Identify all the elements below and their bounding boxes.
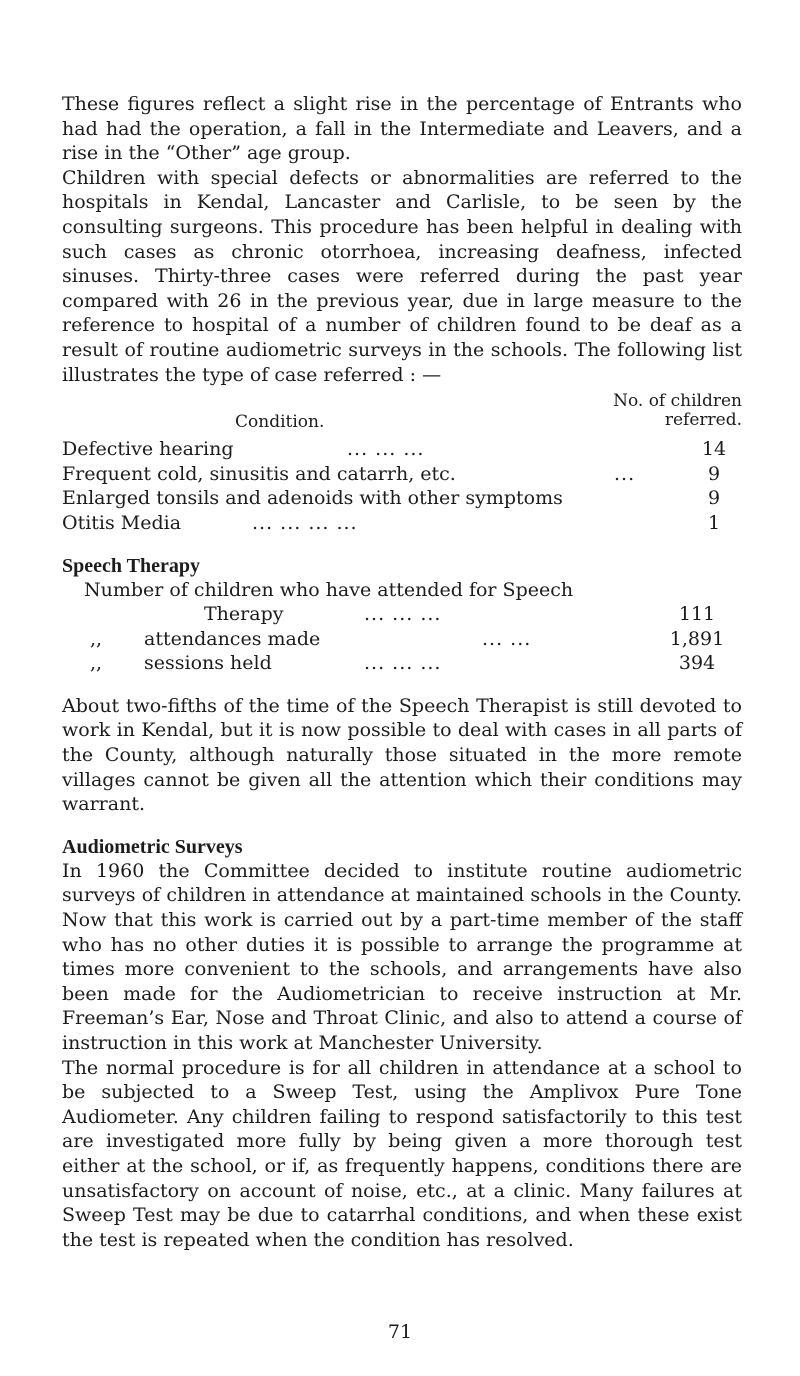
intro-paragraph-2: Children with special defects or abnormalities are referred to the hospitals in Kendal, Lancaster and Carlisle, to be seen by the consulting surgeons. This procedure has been helpful in dealing with such cases as chronic otorrhoea, increasing deafness, infected sinuses. Thirty-three cases were referred during the past year compared with 26 in the previous year, due in large measure to the reference to hospital of a number of children found to be deaf as a result of routine audiometric surveys in the schools. The following list illustrates the type of case referred : — [62,166,742,386]
condition-count: 1 [707,511,721,534]
condition-count: 9 [707,487,721,510]
audiometric-paragraph-2: The normal procedure is for all children in attendance at a school to be subjected to a Sweep Test, using the Amplivox Pure Tone Audiometer. Any children failing to respond satisfactorily to this test are investigated more fully by being given a more thorough test either at the school, or if, as frequently happens, conditions there are unsatisfactory on account of noise, etc., at a clinic. Many failures at Sweep Test may be due to catarrhal conditions, and when these exist the test is repeated when the condition has resolved. [62,1056,742,1251]
document-page [62,92,742,1252]
leader-dots: ... ... ... ... [252,511,358,534]
leader-dots: ... ... ... [364,603,442,626]
speech-therapy-heading: Speech Therapy [62,554,200,577]
leader-dots: ... ... ... [364,652,442,675]
row-value: 111 [678,603,716,626]
table-row [62,437,742,462]
row-value: 1,891 [669,627,725,650]
table-row [62,627,742,652]
count-header-line-1: No. of children [613,391,742,412]
row-label: attendances made [144,627,321,650]
leader-dots: ... ... [482,627,532,650]
audiometric-surveys-heading: Audiometric Surveys [62,835,243,858]
table-row [62,602,742,627]
condition-label: Frequent cold, sinusitis and catarrh, etc. [62,462,456,485]
table-row [62,462,742,487]
condition-label: Defective hearing [62,438,234,461]
table-row [62,486,742,511]
condition-count: 9 [707,462,721,485]
audiometric-paragraph-1: In 1960 the Committee decided to institute routine audiometric surveys of children in attendance at maintained schools in the County. Now that this work is carried out by a part-time member of the staff who has no other duties it is possible to arrange the programme at times more convenient to the schools, and arrangements have also been made for the Audiometrician to receive instruction at Mr. Freeman’s Ear, Nose and Throat Clinic, and also to attend a course of instruction in this work at Manchester University. [62,859,742,1054]
ditto-mark: ,, [90,627,103,650]
audiometric-surveys-section [62,835,742,1253]
intro-paragraph-1: These figures reflect a slight rise in the percentage of Entrants who had had the operation, a fall in the Intermediate and Leavers, and a rise in the “Other” age group. [62,93,742,165]
count-column-header [613,392,742,430]
conditions-table [62,389,742,535]
count-header-line-2: referred. [664,410,742,431]
condition-label: Enlarged tonsils and adenoids with other symptoms [62,487,563,510]
table-row [62,578,742,603]
row-label-continued: Therapy [204,603,284,626]
row-value: 394 [678,652,716,675]
condition-count: 14 [701,438,727,461]
speech-therapy-table [62,578,742,676]
table-row [62,651,742,676]
conditions-table-header [62,389,742,437]
condition-column-header: Condition. [235,412,325,433]
speech-therapy-paragraph: About two-fifths of the time of the Speech Therapist is still devoted to work in Kendal, but it is now possible to deal with cases in all parts of the County, although naturally those situated in the more remote villages cannot be given all the attention which their conditions may warrant. [62,694,742,816]
leader-dots: ... [614,462,636,485]
speech-therapy-section [62,554,742,676]
table-row [62,511,742,536]
leader-dots: ... ... ... [347,438,425,461]
row-label: Number of children who have attended for Speech [84,578,574,601]
row-label: sessions held [144,652,272,675]
ditto-mark: ,, [90,652,103,675]
condition-label: Otitis Media [62,511,182,534]
page-number: 71 [387,1321,413,1343]
